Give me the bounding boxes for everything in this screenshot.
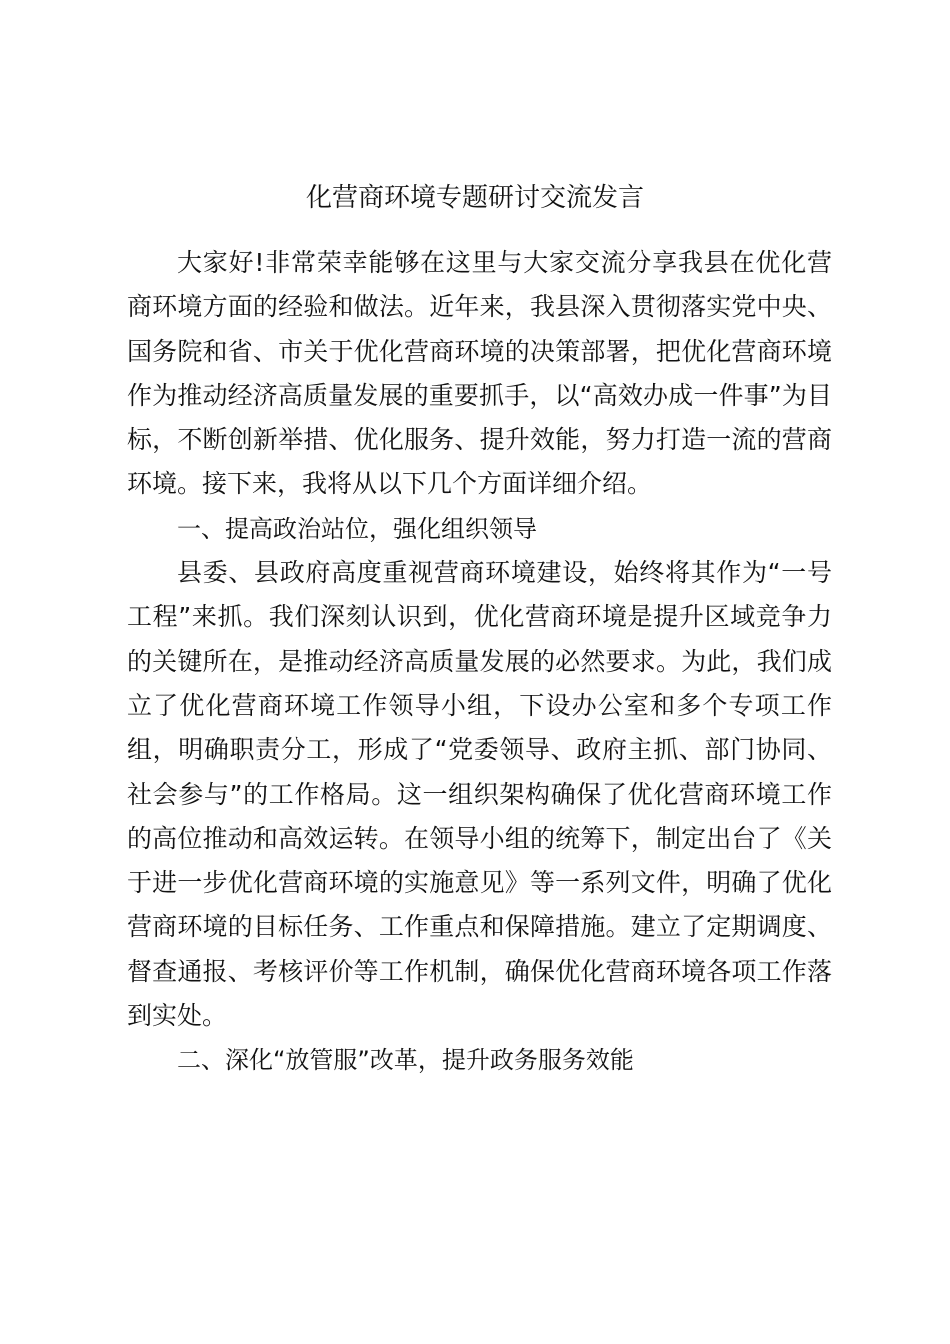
paragraph-intro: 大家好!非常荣幸能够在这里与大家交流分享我县在优化营商环境方面的经验和做法。近年来，我县深入贯彻落实党中央、国务院和省、市关于优化营商环境的决策部署，把优化营商环境作为推动经济高质量发展的重要抓手，以“高效办成一件事”为目标，不断创新举措、优化服务、提升效能，努力打造一流的营商环境。接下来，我将从以下几个方面详细介绍。 — [127, 248, 832, 499]
document-body — [127, 241, 832, 1083]
section-heading-2: 二、深化“放管服”改革，提升政务服务效能 — [177, 1046, 634, 1075]
section-heading-1: 一、提高政治站位，强化组织领导 — [177, 514, 537, 543]
document-title: 化营商环境专题研讨交流发言 — [305, 183, 644, 213]
paragraph-section-1: 县委、县政府高度重视营商环境建设，始终将其作为“一号工程”来抓。我们深刻认识到，优化营商环境是提升区域竞争力的关键所在，是推动经济高质量发展的必然要求。为此，我们成立了优化营商环境工作领导小组，下设办公室和多个专项工作组，明确职责分工，形成了“党委领导、政府主抓、部门协同、社会参与”的工作格局。这一组织架构确保了优化营商环境工作的高位推动和高效运转。在领导小组的统筹下，制定出台了《关于进一步优化营商环境的实施意见》等一系列文件，明确了优化营商环境的目标任务、工作重点和保障措施。建立了定期调度、督查通报、考核评价等工作机制，确保优化营商环境各项工作落到实处。 — [127, 558, 832, 1031]
